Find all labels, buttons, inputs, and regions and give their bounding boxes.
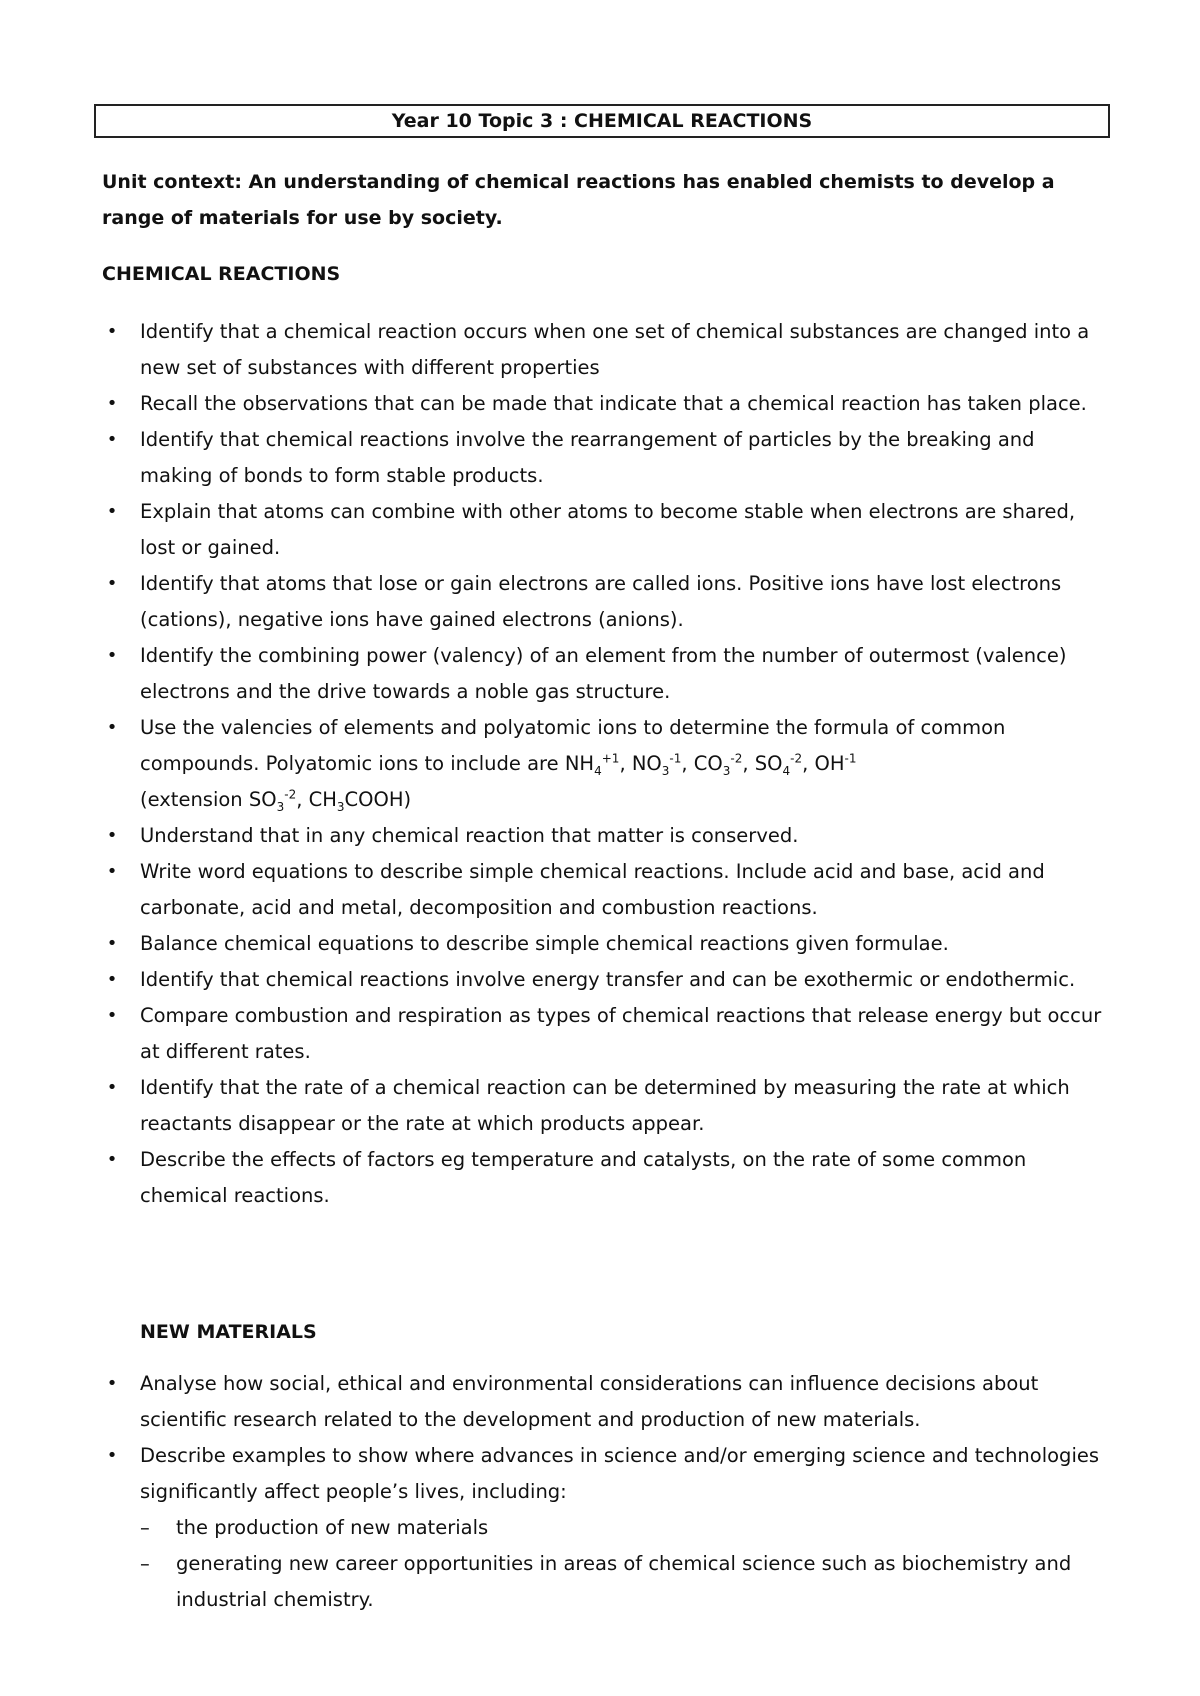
bullet-icon: • <box>106 825 118 846</box>
list-item: • Understand that in any chemical reaction that matter is conserved. <box>102 818 1102 854</box>
list-item-polyatomic-ions: • Use the valencies of elements and polyatomic ions to determine the formula of common compounds. Polyatomic ions to include are $NH_4^{+1}$, $NO_3^{-1}$, $CO_3^{-2}$, $SO_4^{-2}$, $OH^{-1}$ (extension $SO_3^{-2}$, $CH_3COOH$) <box>102 710 1102 818</box>
ion-nh4: $NH_4^{+1}$ <box>564 751 620 778</box>
bullet-icon: • <box>106 933 118 954</box>
ion-so3: $SO_3^{-2}$ <box>248 787 297 814</box>
list-item: • Write word equations to describe simple chemical reactions. Include acid and base, acid and carbonate, acid and metal, decomposition and combustion reactions. <box>102 854 1102 926</box>
list-item: • Recall the observations that can be made that indicate that a chemical reaction has taken place. <box>102 386 1102 422</box>
section-heading-new-materials: NEW MATERIALS <box>140 1321 317 1343</box>
list-item: • Explain that atoms can combine with other atoms to become stable when electrons are shared, lost or gained. <box>102 494 1102 566</box>
list-item: • Identify that atoms that lose or gain electrons are called ions. Positive ions have lost electrons (cations), negative ions have gained electrons (anions). <box>102 566 1102 638</box>
bullet-icon: • <box>106 861 118 882</box>
list-item: • Analyse how social, ethical and environmental considerations can influence decisions about scientific research related to the development and production of new materials. <box>102 1366 1102 1438</box>
chemical-reactions-list <box>102 314 1102 1214</box>
bullet-icon: • <box>106 645 118 666</box>
dash-icon: – <box>140 1516 150 1539</box>
unit-context: Unit context: An understanding of chemical reactions has enabled chemists to develop a range of materials for use by society. <box>102 171 1055 229</box>
topic-title: Year 10 Topic 3 : CHEMICAL REACTIONS <box>94 104 1110 138</box>
bullet-icon: • <box>106 717 118 738</box>
ion-so4: $SO_4^{-2}$ <box>754 751 803 778</box>
list-item: • Describe examples to show where advances in science and/or emerging science and technologies significantly affect people’s lives, including: – the production of new materials – generating new career opportunities in areas of chemical science such as biochemistry and industrial chemistry. <box>102 1438 1102 1618</box>
new-materials-list <box>102 1366 1102 1618</box>
bullet-icon: • <box>106 429 118 450</box>
list-item: • Identify that a chemical reaction occurs when one set of chemical substances are changed into a new set of substances with different properties <box>102 314 1102 386</box>
bullet-icon: • <box>106 1149 118 1170</box>
bullet-icon: • <box>106 1077 118 1098</box>
bullet-icon: • <box>106 969 118 990</box>
bullet-icon: • <box>106 1373 118 1394</box>
sub-list-item: – the production of new materials <box>140 1510 1102 1546</box>
bullet-icon: • <box>106 321 118 342</box>
dash-icon: – <box>140 1552 150 1575</box>
list-item: • Describe the effects of factors eg temperature and catalysts, on the rate of some common chemical reactions. <box>102 1142 1102 1214</box>
ion-oh: $OH^{-1}$ <box>814 751 857 775</box>
ion-co3: $CO_3^{-2}$ <box>693 751 743 778</box>
bullet-icon: • <box>106 1445 118 1466</box>
list-item: • Identify that chemical reactions involve the rearrangement of particles by the breaking and making of bonds to form stable products. <box>102 422 1102 494</box>
list-item: • Identify the combining power (valency) of an element from the number of outermost (valence) electrons and the drive towards a noble gas structure. <box>102 638 1102 710</box>
sub-list <box>140 1510 1102 1618</box>
bullet-icon: • <box>106 573 118 594</box>
bullet-icon: • <box>106 1005 118 1026</box>
list-item: • Balance chemical equations to describe simple chemical reactions given formulae. <box>102 926 1102 962</box>
bullet-icon: • <box>106 393 118 414</box>
bullet-icon: • <box>106 501 118 522</box>
section-heading-chemical-reactions: CHEMICAL REACTIONS <box>102 263 341 285</box>
sub-list-item: – generating new career opportunities in areas of chemical science such as biochemistry and industrial chemistry. <box>140 1546 1102 1618</box>
ion-no3: $NO_3^{-1}$ <box>631 751 682 778</box>
list-item: • Identify that chemical reactions involve energy transfer and can be exothermic or endothermic. <box>102 962 1102 998</box>
list-item: • Identify that the rate of a chemical reaction can be determined by measuring the rate at which reactants disappear or the rate at which products appear. <box>102 1070 1102 1142</box>
list-item: • Compare combustion and respiration as types of chemical reactions that release energy but occur at different rates. <box>102 998 1102 1070</box>
acetic-acid: $CH_3COOH$ <box>308 788 404 814</box>
